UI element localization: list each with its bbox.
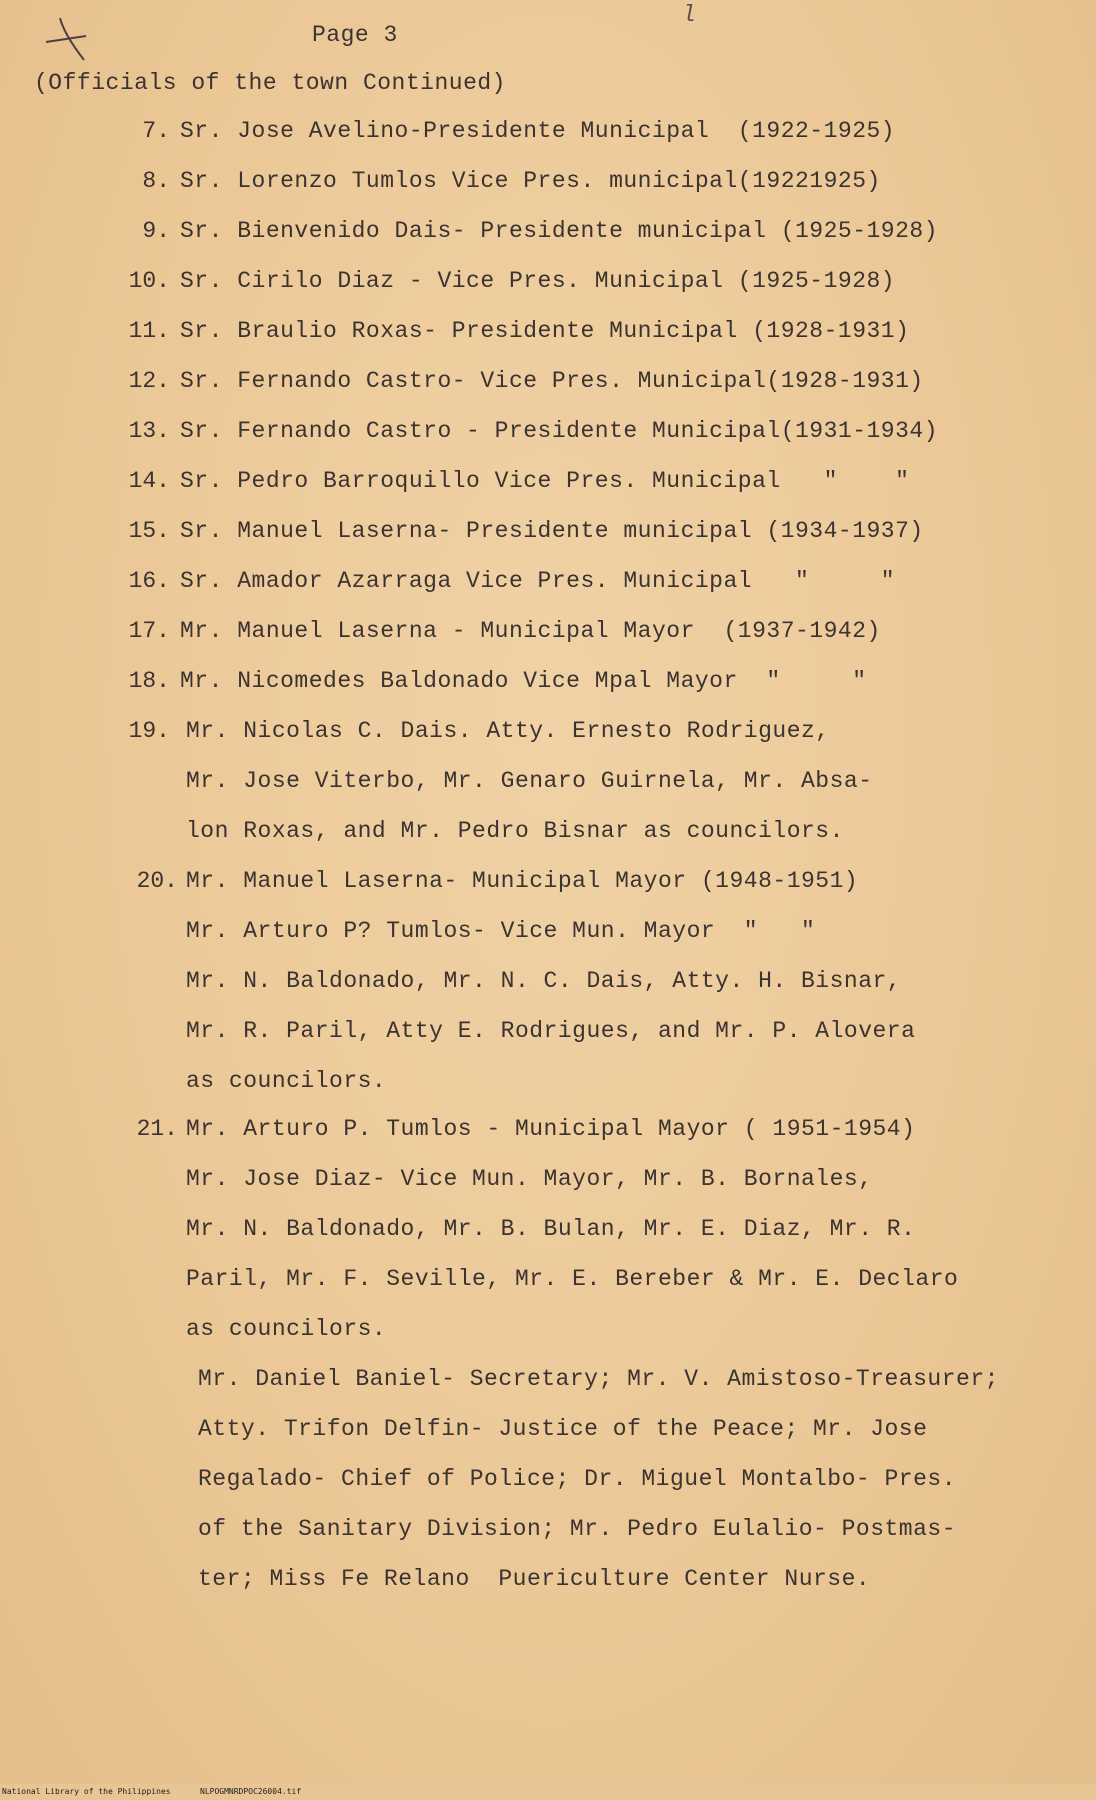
closing-line: Mr. Daniel Baniel- Secretary; Mr. V. Amistoso-Treasurer; [198,1366,999,1392]
entry-line: Sr. Manuel Laserna- Presidente municipal (1934-1937) [180,518,924,544]
closing-line: Regalado- Chief of Police; Dr. Miguel Montalbo- Pres. [198,1466,957,1492]
entry-line: Mr. Jose Viterbo, Mr. Genaro Guirnela, Mr. Absa- [186,768,873,794]
entry-number: 14. [128,468,170,494]
entry-line: lon Roxas, and Mr. Pedro Bisnar as councilors. [186,818,844,844]
entry-line: Sr. Fernando Castro- Vice Pres. Municipal(1928-1931) [180,368,924,394]
entry-line: Mr. Arturo P? Tumlos- Vice Mun. Mayor " " [186,918,816,944]
closing-line: Atty. Trifon Delfin- Justice of the Peace; Mr. Jose [198,1416,928,1442]
entry-line: as councilors. [186,1068,387,1094]
corner-mark: l [682,2,697,28]
entry-line: Sr. Pedro Barroquillo Vice Pres. Municipal " " [180,468,910,494]
entry-number: 21. [136,1116,178,1142]
entry-line: Sr. Bienvenido Dais- Presidente municipal (1925-1928) [180,218,939,244]
closing-line: of the Sanitary Division; Mr. Pedro Eulalio- Postmas- [198,1516,957,1542]
entry-line: Mr. Jose Diaz- Vice Mun. Mayor, Mr. B. Bornales, [186,1166,873,1192]
entry-line: Paril, Mr. F. Seville, Mr. E. Bereber & Mr. E. Declaro [186,1266,959,1292]
entry-line: Mr. Arturo P. Tumlos - Municipal Mayor ( 1951-1954) [186,1116,916,1142]
entry-number: 15. [128,518,170,544]
entry-line: Mr. Manuel Laserna - Municipal Mayor (1937-1942) [180,618,881,644]
entry-number: 13. [128,418,170,444]
entry-line: Mr. N. Baldonado, Mr. B. Bulan, Mr. E. Diaz, Mr. R. [186,1216,916,1242]
page-number: Page 3 [312,22,398,48]
entry-line: Sr. Cirilo Diaz - Vice Pres. Municipal (1925-1928) [180,268,896,294]
scan-footer [0,1784,1096,1800]
entry-number: 18. [128,668,170,694]
entry-line: Mr. R. Paril, Atty E. Rodrigues, and Mr. P. Alovera [186,1018,916,1044]
entry-line: Sr. Lorenzo Tumlos Vice Pres. municipal(19221925) [180,168,881,194]
entry-line: Mr. Nicomedes Baldonado Vice Mpal Mayor " " [180,668,867,694]
entry-line: Sr. Jose Avelino-Presidente Municipal (1922-1925) [180,118,896,144]
page-heading: (Officials of the town Continued) [34,70,506,96]
footer-filename: NLPOGMNRDPOC26004.tif [200,1787,302,1796]
footer-library: National Library of the Philippines [2,1787,171,1796]
entry-line: Sr. Fernando Castro - Presidente Municipal(1931-1934) [180,418,939,444]
cross-mark-icon [40,14,90,64]
entry-number: 7. [142,118,170,144]
entry-line: Mr. N. Baldonado, Mr. N. C. Dais, Atty. H. Bisnar, [186,968,902,994]
entry-number: 12. [128,368,170,394]
entry-line: as councilors. [186,1316,387,1342]
entry-number: 9. [142,218,170,244]
entry-line: Sr. Braulio Roxas- Presidente Municipal (1928-1931) [180,318,910,344]
entry-line: Sr. Amador Azarraga Vice Pres. Municipal " " [180,568,896,594]
entry-number: 11. [128,318,170,344]
entry-number: 8. [142,168,170,194]
entry-number: 17. [128,618,170,644]
closing-line: ter; Miss Fe Relano Puericulture Center Nurse. [198,1566,871,1592]
entry-line: Mr. Manuel Laserna- Municipal Mayor (1948-1951) [186,868,859,894]
entry-number: 16. [128,568,170,594]
entry-line: Mr. Nicolas C. Dais. Atty. Ernesto Rodriguez, [186,718,830,744]
entry-number: 19. [128,718,170,744]
entry-number: 20. [136,868,178,894]
entry-number: 10. [128,268,170,294]
